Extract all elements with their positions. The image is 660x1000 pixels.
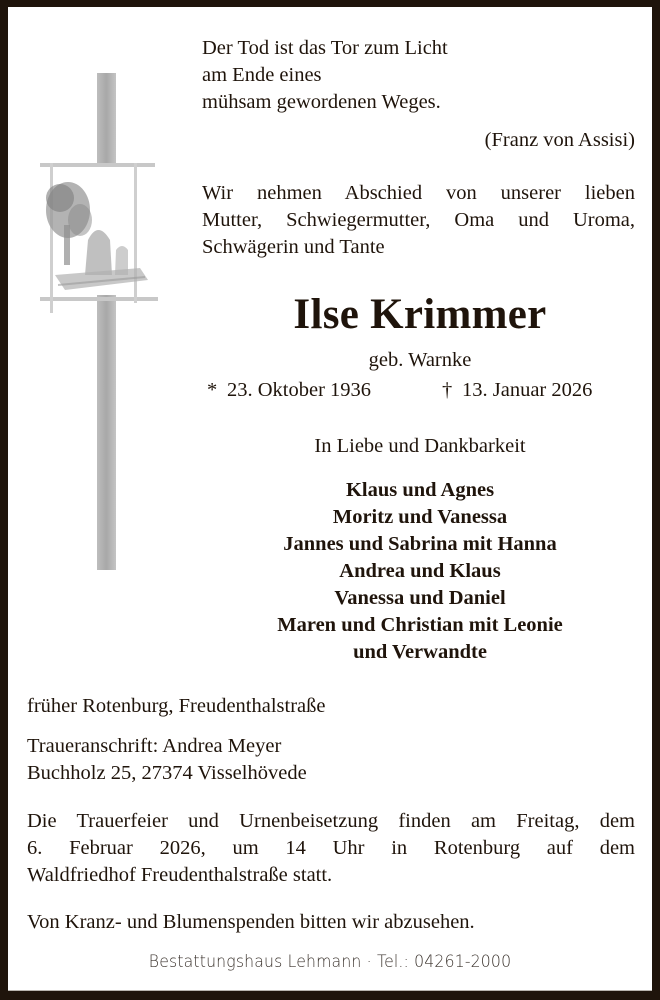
quote-line: mühsam gewordenen Weges.	[202, 91, 441, 113]
mourner-line: Jannes und Sabrina mit Hanna	[283, 533, 557, 555]
mourning-address	[27, 733, 307, 787]
death-date: 13. Januar 2026	[462, 379, 593, 401]
dagger-cross-icon: †	[442, 379, 453, 401]
address-line: Traueranschrift: Andrea Meyer	[27, 735, 282, 757]
intro-line: Schwägerin und Tante	[202, 236, 385, 258]
mourners-heading: In Liebe und Dankbarkeit	[314, 435, 526, 457]
mourner-line: Maren und Christian mit Leonie	[277, 614, 563, 636]
birth-date: 23. Oktober 1936	[227, 379, 372, 401]
funeral-home-footer: Bestattungshaus Lehmann · Tel.: 04261-2000	[148, 952, 512, 972]
mourner-line: Andrea und Klaus	[339, 560, 501, 582]
address-line: Buchholz 25, 27374 Visselhövede	[27, 762, 307, 784]
birth-name: geb. Warnke	[368, 349, 472, 371]
mourner-line: Klaus und Agnes	[345, 479, 495, 501]
service-line: Die Trauerfeier und Urnenbeisetzung finden am Freitag, dem	[27, 810, 635, 832]
flowers-note: Von Kranz- und Blumenspenden bitten wir abzusehen.	[27, 911, 475, 933]
quote-line: Der Tod ist das Tor zum Licht	[202, 37, 448, 59]
intro-paragraph	[202, 180, 635, 261]
service-line: Waldfriedhof Freudenthalstraße statt.	[27, 864, 333, 886]
intro-line: Mutter, Schwiegermutter, Oma und Uroma,	[202, 209, 635, 231]
intro-line: Wir nehmen Abschied von unserer lieben	[202, 182, 635, 204]
service-line: 6. Februar 2026, um 14 Uhr in Rotenburg auf dem	[27, 837, 635, 859]
border-inner-line	[8, 990, 652, 991]
former-residence: früher Rotenburg, Freudenthalstraße	[27, 695, 326, 717]
mourners-list	[200, 477, 640, 666]
quote-attribution: (Franz von Assisi)	[484, 129, 635, 151]
mourner-line: und Verwandte	[353, 641, 487, 663]
quote-line: am Ende eines	[202, 64, 322, 86]
birth-date-group	[207, 377, 371, 404]
cross-with-framed-sketch-icon	[30, 70, 160, 575]
service-info	[27, 808, 635, 889]
quote	[202, 35, 448, 116]
mourner-line: Vanessa und Daniel	[334, 587, 506, 609]
birth-star-icon: *	[207, 379, 218, 401]
mourner-line: Moritz und Vanessa	[332, 506, 508, 528]
deceased-name: Ilse Krimmer	[293, 291, 547, 338]
death-date-group	[442, 377, 592, 404]
